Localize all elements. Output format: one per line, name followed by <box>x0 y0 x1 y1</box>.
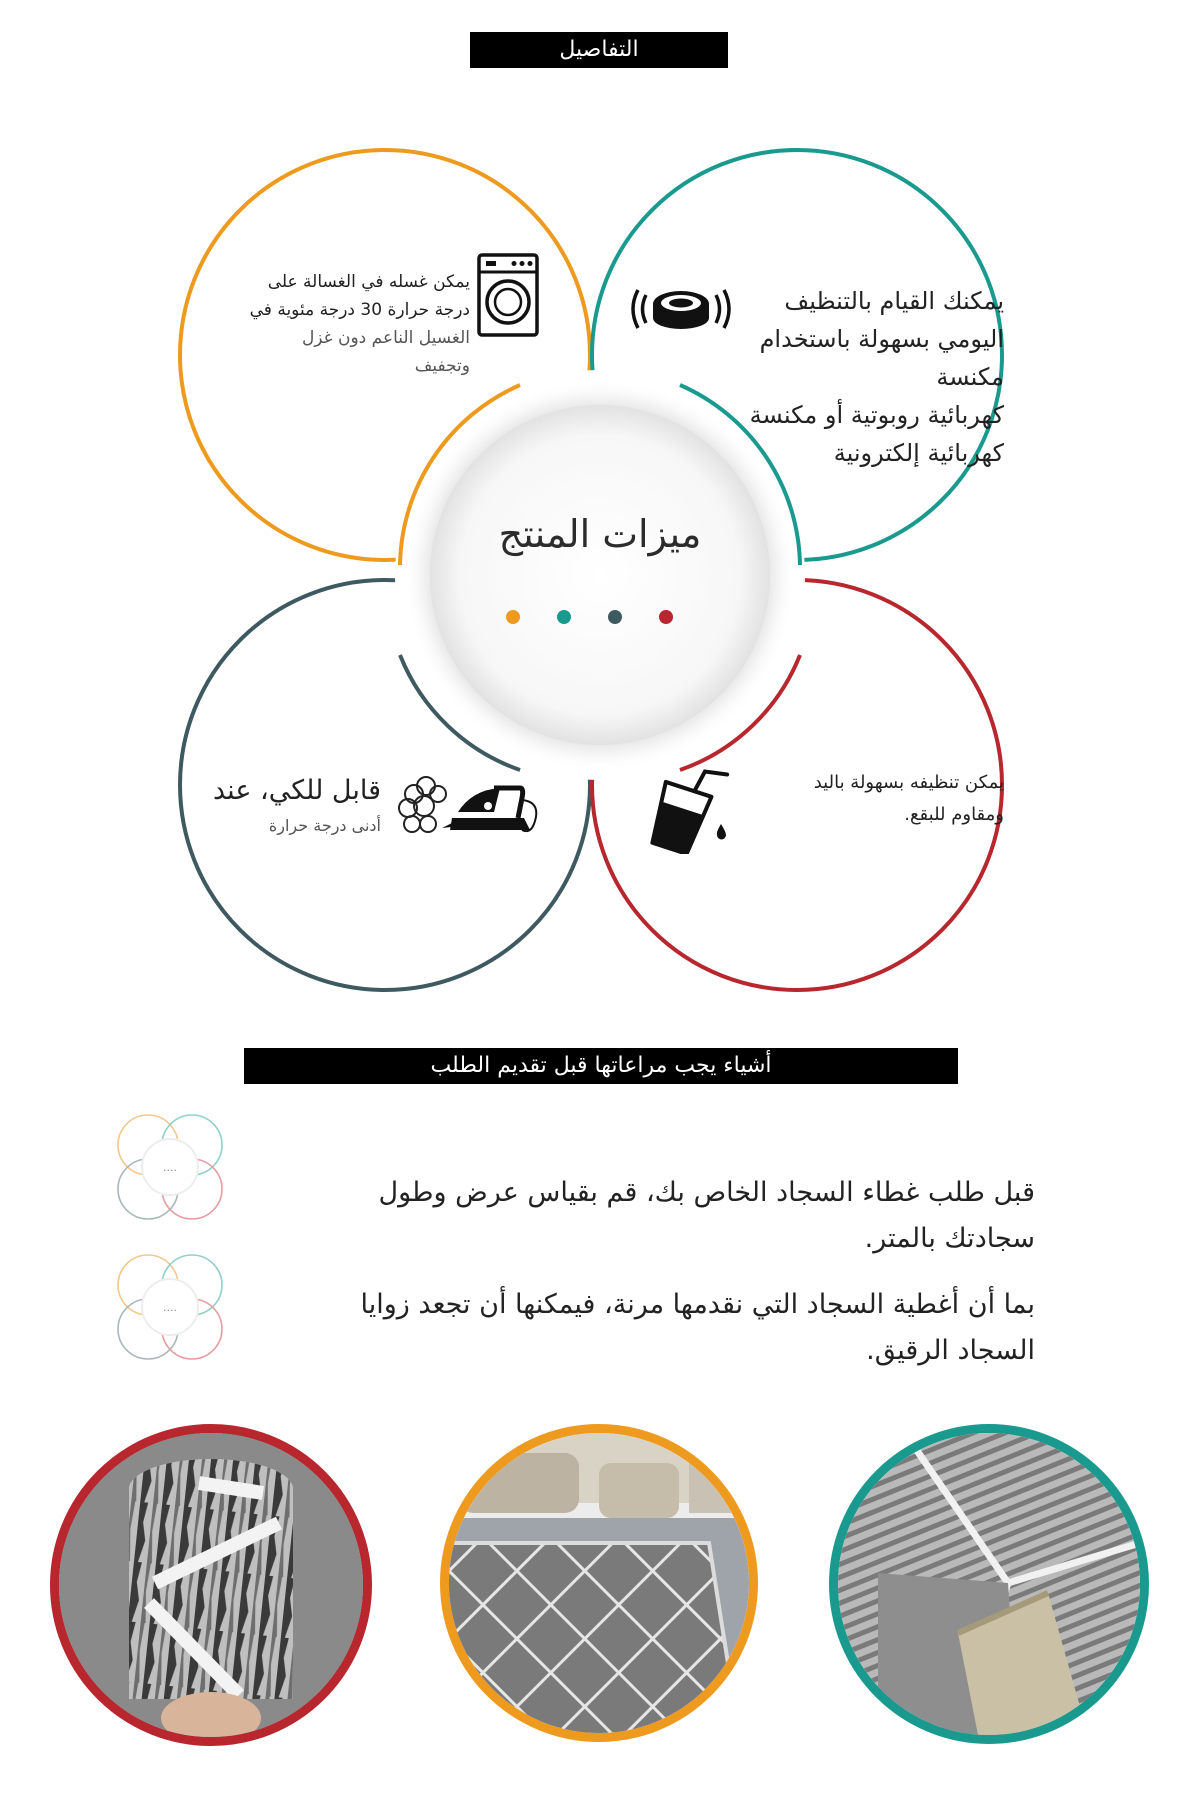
requirement-2-line-2: السجاد الرقيق. <box>866 1335 1035 1366</box>
requirement-2-line-1: بما أن أغطية السجاد التي نقدمها مرنة، فيمكنها أن تجعد زوايا <box>360 1289 1035 1320</box>
drink-cup-icon <box>650 764 730 854</box>
washable-line-3: الغسيل الناعم دون غزل <box>301 328 470 348</box>
photo-carpet-corner-elastic <box>829 1424 1149 1744</box>
stain-line-2: ومقاوم للبقع. <box>904 804 1004 825</box>
washable-text <box>200 268 470 380</box>
washable-line-2: درجة حرارة 30 درجة مئوية في <box>249 300 470 320</box>
vacuum-line-2: اليومي بسهولة باستخدام مكنسة <box>759 325 1004 391</box>
dot-orange <box>506 610 520 624</box>
robot-vacuum-icon <box>626 280 736 338</box>
vacuum-line-3: كهربائية روبوتية أو مكنسة <box>749 401 1004 429</box>
bullet-dots-1: .... <box>163 1161 177 1174</box>
stain-line-1: يمكن تنظيفه بسهولة باليد <box>813 772 1004 793</box>
bullet-dots-2: .... <box>163 1301 177 1314</box>
iron-text <box>186 770 381 840</box>
requirement-1 <box>270 1170 1035 1262</box>
requirement-1-line-1: قبل طلب غطاء السجاد الخاص بك، قم بقياس عرض وطول <box>378 1177 1035 1208</box>
photo-living-room-carpet <box>440 1424 758 1742</box>
washable-line-1: يمكن غسله في الغسالة على <box>267 272 470 292</box>
requirement-1-line-2: سجادتك بالمتر. <box>864 1223 1035 1254</box>
iron-line-2: أدنى درجة حرارة <box>268 816 381 835</box>
dot-red <box>659 610 673 624</box>
vacuum-line-4: كهربائية إلكترونية <box>833 439 1004 467</box>
bullet-flower-icon-2 <box>108 1245 232 1369</box>
vacuum-line-1: يمكنك القيام بالتنظيف <box>784 287 1004 315</box>
details-banner: التفاصيل <box>470 32 728 68</box>
stain-text <box>760 767 1004 831</box>
washable-line-4: وتجفيف <box>414 356 470 376</box>
requirement-2 <box>270 1282 1035 1374</box>
iron-line-1: قابل للكي، عند <box>213 775 381 806</box>
dot-teal <box>557 610 571 624</box>
product-features-title: ميزات المنتج <box>498 512 702 556</box>
vacuum-text <box>712 282 1004 472</box>
washing-machine-icon <box>476 252 540 338</box>
requirements-banner: أشياء يجب مراعاتها قبل تقديم الطلب <box>244 1048 958 1084</box>
dot-slate <box>608 610 622 624</box>
steam-iron-icon <box>394 772 554 842</box>
bullet-flower-icon-1 <box>108 1105 232 1229</box>
photo-rolled-carpet-cover <box>50 1424 372 1746</box>
